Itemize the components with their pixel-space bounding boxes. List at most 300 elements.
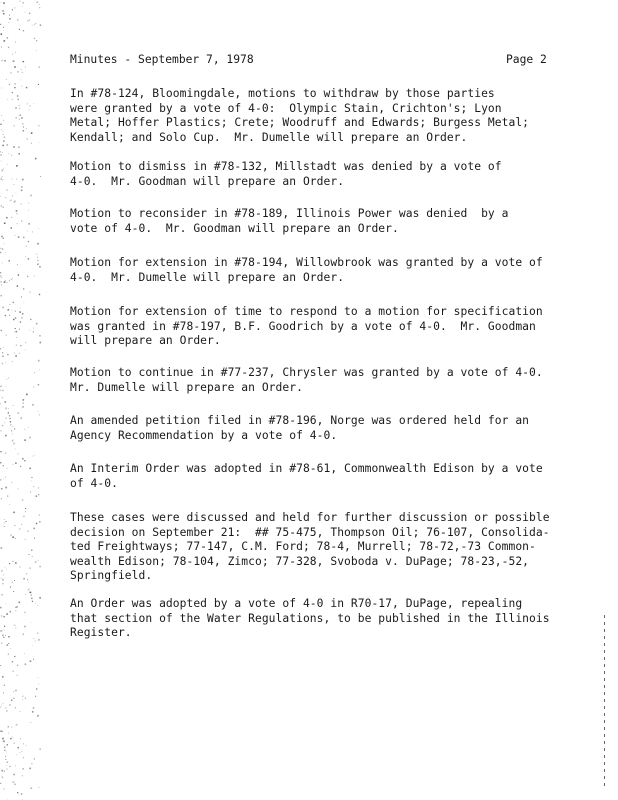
scan-speck xyxy=(9,84,10,85)
scan-speck xyxy=(39,335,41,337)
scan-speck xyxy=(34,486,35,487)
scan-speck xyxy=(13,464,14,465)
scan-speck xyxy=(1,594,2,595)
scan-speck xyxy=(4,60,6,62)
scan-speck xyxy=(9,18,11,20)
scan-speck xyxy=(34,758,35,759)
scan-speck xyxy=(29,223,30,224)
scan-speck xyxy=(8,260,10,262)
scan-speck xyxy=(15,107,17,109)
scan-speck xyxy=(11,279,12,280)
scan-speck xyxy=(32,645,33,646)
scan-speck xyxy=(23,61,24,62)
scan-speck xyxy=(2,10,3,11)
scan-speck xyxy=(4,771,5,772)
scan-speck xyxy=(26,256,27,257)
scan-speck xyxy=(17,20,18,21)
scan-speck xyxy=(36,523,37,524)
scan-speck xyxy=(14,66,16,68)
scan-margin-speckle xyxy=(0,0,44,800)
scan-speck xyxy=(8,733,9,734)
scan-speck xyxy=(39,294,40,295)
scan-speck xyxy=(25,511,26,512)
scan-speck xyxy=(2,635,4,637)
scan-speck xyxy=(14,87,15,88)
text-line: An amended petition filed in #78-196, Norge was ordered held for an xyxy=(70,414,530,427)
scan-speck xyxy=(37,605,38,606)
scan-speck xyxy=(0,179,2,181)
scan-speck xyxy=(2,176,3,177)
scan-speck xyxy=(22,775,23,776)
scan-speck xyxy=(22,86,23,87)
scan-speck xyxy=(1,281,2,282)
scan-speck xyxy=(3,737,4,738)
scan-speck xyxy=(6,569,7,570)
scan-speck xyxy=(0,272,1,273)
scan-speck xyxy=(29,20,30,21)
scan-speck xyxy=(1,547,3,549)
scan-speck xyxy=(15,462,17,464)
scan-speck xyxy=(4,526,5,527)
scan-speck xyxy=(0,151,1,152)
scan-speck xyxy=(28,427,29,428)
text-line: decision on September 21: ## 75-475, Thompson Oil; 76-107, Consolida- xyxy=(70,525,550,539)
scan-speck xyxy=(1,705,2,706)
scan-speck xyxy=(23,744,24,745)
scan-speck xyxy=(39,787,40,788)
scan-speck xyxy=(15,355,17,357)
scan-speck xyxy=(18,454,19,455)
scan-speck xyxy=(2,397,3,398)
scan-speck xyxy=(7,468,8,469)
scan-speck xyxy=(30,661,32,663)
scan-speck xyxy=(25,12,26,13)
scan-speck xyxy=(6,613,8,615)
scan-speck xyxy=(23,578,25,580)
scan-speck xyxy=(12,92,13,93)
scan-speck xyxy=(1,60,3,62)
scan-speck xyxy=(12,536,14,538)
scan-speck xyxy=(1,615,2,616)
scan-speck xyxy=(1,236,3,238)
scan-speck xyxy=(39,66,41,68)
scan-speck xyxy=(10,304,11,305)
scan-speck xyxy=(24,626,26,628)
scan-speck xyxy=(11,155,12,156)
scan-speck xyxy=(25,698,26,699)
scan-speck xyxy=(30,722,31,723)
scan-speck xyxy=(8,726,9,727)
scan-speck xyxy=(19,153,20,154)
scan-speck xyxy=(39,4,40,5)
scan-speck xyxy=(2,170,4,172)
scan-speck xyxy=(12,361,13,362)
scan-speck xyxy=(9,153,10,154)
scan-speck xyxy=(7,762,8,763)
scan-speck xyxy=(27,276,28,277)
scan-speck xyxy=(28,258,29,259)
scan-speck xyxy=(17,285,19,287)
scan-speck xyxy=(7,99,8,100)
scan-speck xyxy=(5,635,6,636)
text-line: vote of 4-0. Mr. Goodman will prepare an Order. xyxy=(70,221,399,235)
scan-speck xyxy=(6,79,7,80)
scan-speck xyxy=(0,348,1,349)
scan-speck xyxy=(16,628,17,629)
scan-speck xyxy=(35,561,37,563)
scan-speck xyxy=(28,210,29,211)
scan-speck xyxy=(0,707,1,708)
scan-speck xyxy=(39,142,40,143)
scan-speck xyxy=(17,665,19,667)
scan-speck xyxy=(13,512,15,513)
scan-speck xyxy=(30,568,31,569)
scan-speck xyxy=(0,631,1,632)
scan-speck xyxy=(13,443,15,445)
scan-speck xyxy=(15,607,16,608)
scan-speck xyxy=(22,406,24,408)
scan-speck xyxy=(10,648,11,649)
paragraph-9 xyxy=(70,511,580,584)
scan-speck xyxy=(3,207,4,208)
scan-speck xyxy=(29,330,30,331)
scan-speck xyxy=(27,20,28,21)
scan-speck xyxy=(2,425,4,427)
scan-speck xyxy=(0,479,1,480)
scan-speck xyxy=(31,477,32,478)
scan-speck xyxy=(1,115,2,116)
scan-speck xyxy=(20,466,21,467)
scan-speck xyxy=(10,534,12,536)
scan-speck xyxy=(7,144,9,146)
scan-speck xyxy=(4,281,6,283)
scan-speck xyxy=(11,227,13,229)
scan-speck xyxy=(2,676,4,678)
scan-speck xyxy=(3,2,5,4)
scan-speck xyxy=(29,13,30,14)
scan-speck xyxy=(13,146,15,148)
scan-speck xyxy=(40,24,42,26)
scan-speck xyxy=(19,329,20,330)
scan-speck xyxy=(4,630,5,631)
scan-speck xyxy=(3,575,4,576)
scan-speck xyxy=(13,591,14,592)
scan-speck xyxy=(1,295,2,296)
scan-speck xyxy=(31,595,32,596)
scan-speck xyxy=(25,508,26,509)
scan-speck xyxy=(24,439,26,441)
text-line: wealth Edison; 78-104, Zimco; 77-328, Svoboda v. DuPage; 78-23,-52, xyxy=(70,554,530,568)
scan-speck xyxy=(9,22,10,23)
scan-speck xyxy=(21,418,22,419)
scan-speck xyxy=(32,25,33,26)
scan-speck xyxy=(7,37,8,38)
scan-speck xyxy=(39,521,40,522)
scan-speck xyxy=(8,654,9,655)
scan-speck xyxy=(5,487,7,489)
paragraph-4 xyxy=(70,256,580,285)
scan-speck xyxy=(12,727,13,728)
scan-speck xyxy=(12,310,13,311)
paragraph-7 xyxy=(70,414,580,443)
scan-speck xyxy=(16,179,17,180)
scan-speck xyxy=(3,479,4,480)
scan-speck xyxy=(27,579,28,580)
scan-speck xyxy=(14,656,15,657)
scan-speck xyxy=(38,639,40,641)
scan-speck xyxy=(36,50,37,51)
text-line: Agency Recommendation by a vote of 4-0. xyxy=(70,428,338,442)
scan-speck xyxy=(30,195,32,197)
scan-speck xyxy=(6,765,7,766)
scan-speck xyxy=(2,390,3,391)
scan-speck xyxy=(5,280,6,281)
scan-speck xyxy=(14,353,15,354)
scan-speck xyxy=(15,562,17,564)
scan-speck xyxy=(22,699,23,700)
scan-speck xyxy=(15,235,16,236)
text-line: Motion to dismiss in #78-132, Millstadt was denied by a vote of xyxy=(70,160,502,173)
page-number: Page 2 xyxy=(506,53,547,66)
scan-speck xyxy=(5,408,7,410)
scan-speck xyxy=(27,231,28,232)
scan-speck xyxy=(22,768,24,770)
scan-speck xyxy=(5,197,6,198)
scan-speck xyxy=(17,792,18,793)
scan-speck xyxy=(38,84,39,85)
scan-speck xyxy=(12,561,13,562)
scan-speck xyxy=(16,724,18,726)
scan-speck xyxy=(31,143,32,144)
scan-speck xyxy=(21,317,23,319)
scan-speck xyxy=(3,238,4,239)
scan-speck xyxy=(0,783,1,784)
scan-speck xyxy=(21,186,23,188)
scan-speck xyxy=(26,394,28,396)
scan-speck xyxy=(25,349,26,350)
scan-speck xyxy=(15,311,16,312)
paragraph-6 xyxy=(70,366,580,395)
scan-speck xyxy=(21,117,23,119)
scan-speck xyxy=(15,610,16,611)
scan-speck xyxy=(12,99,13,100)
scan-speck xyxy=(39,597,41,599)
scan-speck xyxy=(21,204,22,205)
scan-speck xyxy=(14,125,15,126)
scan-speck xyxy=(29,592,30,593)
scan-speck xyxy=(20,711,21,712)
scan-speck xyxy=(1,47,2,48)
scan-speck xyxy=(8,408,9,409)
scan-speck xyxy=(18,147,20,149)
text-line: Motion for extension in #78-194, Willowbrook was granted by a vote of xyxy=(70,256,543,269)
scan-speck xyxy=(31,598,32,599)
scan-speck xyxy=(38,125,39,126)
scan-speck xyxy=(23,634,25,636)
scan-speck xyxy=(29,468,31,470)
scan-speck xyxy=(37,715,38,716)
scan-speck xyxy=(32,404,34,406)
scan-speck xyxy=(2,352,3,353)
scan-speck xyxy=(2,738,3,739)
scan-speck xyxy=(9,704,10,705)
scan-speck xyxy=(12,195,13,196)
paragraph-3 xyxy=(70,207,580,236)
scan-speck xyxy=(31,132,33,134)
scan-speck xyxy=(32,556,33,557)
scan-speck xyxy=(13,319,15,321)
scan-speck xyxy=(20,321,21,322)
scan-speck xyxy=(1,205,2,206)
scan-speck xyxy=(4,422,5,423)
scan-speck xyxy=(35,158,37,160)
scan-speck xyxy=(15,52,16,53)
scan-speck xyxy=(9,504,10,505)
scan-speck xyxy=(1,498,2,499)
scan-speck xyxy=(9,15,10,16)
scan-speck xyxy=(12,582,13,583)
scan-speck xyxy=(1,488,3,490)
scan-speck xyxy=(19,105,20,106)
scan-speck xyxy=(10,611,12,613)
scan-speck xyxy=(5,477,6,478)
scan-speck xyxy=(31,763,32,764)
scan-speck xyxy=(21,69,22,70)
scan-speck xyxy=(18,747,19,748)
scan-speck xyxy=(10,424,11,425)
scan-speck xyxy=(36,40,37,41)
scan-speck xyxy=(29,589,30,590)
scan-speck xyxy=(36,323,38,325)
scan-speck xyxy=(36,688,37,689)
scan-speck xyxy=(7,282,8,283)
scan-speck xyxy=(21,114,22,115)
scan-speck xyxy=(8,643,9,644)
scan-speck xyxy=(15,317,16,318)
scan-speck xyxy=(32,232,33,233)
text-line: Metal; Hoffer Plastics; Crete; Woodruff and Edwards; Burgess Metal; xyxy=(70,116,530,130)
scan-speck xyxy=(6,386,7,387)
scan-speck xyxy=(2,770,4,772)
scan-speck xyxy=(16,213,17,214)
scan-speck xyxy=(21,524,22,525)
scan-speck xyxy=(3,741,5,743)
scan-speck xyxy=(15,538,16,539)
scan-speck xyxy=(2,249,3,250)
scan-speck xyxy=(38,494,39,495)
scan-speck xyxy=(3,637,4,638)
scan-speck xyxy=(21,80,22,81)
scan-speck xyxy=(35,696,36,697)
scan-speck xyxy=(33,456,34,457)
text-line: was granted in #78-197, B.F. Goodrich by a vote of 4-0. Mr. Goodman xyxy=(70,319,536,333)
paragraph-10 xyxy=(70,597,580,641)
scan-speck xyxy=(37,264,38,265)
scan-speck xyxy=(21,190,23,192)
scan-speck xyxy=(23,757,24,758)
scan-speck xyxy=(40,176,41,177)
scan-speck xyxy=(2,583,4,585)
scan-speck xyxy=(0,196,1,197)
scan-speck xyxy=(36,495,38,497)
scan-speck xyxy=(38,260,39,261)
scan-speck xyxy=(38,487,39,488)
scan-speck xyxy=(4,685,5,686)
scan-speck xyxy=(30,491,31,492)
scan-speck xyxy=(15,707,16,708)
scan-speck xyxy=(36,2,37,3)
scan-speck xyxy=(18,412,19,413)
scan-speck xyxy=(9,418,10,419)
scan-speck xyxy=(6,217,8,219)
scan-speck xyxy=(2,355,4,357)
scan-speck xyxy=(17,71,18,72)
scan-speck xyxy=(20,1,21,2)
scan-speck xyxy=(26,745,27,746)
scan-speck xyxy=(14,580,15,581)
scan-speck xyxy=(23,130,25,132)
scan-speck xyxy=(38,560,39,561)
scan-speck xyxy=(23,403,24,404)
paragraph-2 xyxy=(70,160,580,189)
scan-speck xyxy=(3,13,5,15)
scan-speck xyxy=(34,24,35,25)
scan-speck xyxy=(4,137,5,139)
scan-speck xyxy=(20,753,21,754)
scan-speck xyxy=(23,237,25,239)
text-line: were granted by a vote of 4-0: Olympic Stain, Crichton's; Lyon xyxy=(70,101,502,115)
scan-speck xyxy=(38,684,39,685)
scan-speck xyxy=(3,616,4,617)
scan-speck xyxy=(31,788,32,789)
scan-speck xyxy=(1,177,2,178)
scan-speck xyxy=(14,625,15,626)
scan-speck xyxy=(7,644,9,646)
scan-speck xyxy=(0,390,1,391)
scan-speck xyxy=(21,793,23,795)
scan-speck xyxy=(0,462,1,463)
scan-speck xyxy=(38,677,39,678)
scan-speck xyxy=(8,636,10,638)
scan-speck xyxy=(2,363,3,364)
scan-speck xyxy=(2,579,3,580)
text-line: 4-0. Mr. Dumelle will prepare an Order. xyxy=(70,270,345,284)
scan-speck xyxy=(39,414,40,415)
scan-speck xyxy=(31,550,32,551)
scan-speck xyxy=(28,241,29,242)
scan-speck xyxy=(37,633,38,634)
text-line: that section of the Water Regulations, to be published in the Illinois xyxy=(70,611,550,625)
scan-speck xyxy=(12,440,13,441)
scan-speck xyxy=(26,246,27,247)
scan-speck xyxy=(5,315,6,316)
scan-speck xyxy=(4,519,5,520)
scan-speck xyxy=(1,570,2,571)
text-line: These cases were discussed and held for further discussion or possible xyxy=(70,511,550,524)
scan-speck xyxy=(9,280,10,281)
scan-speck xyxy=(19,353,20,354)
scan-speck xyxy=(6,604,7,605)
scan-speck xyxy=(0,386,2,388)
paragraph-8 xyxy=(70,462,580,491)
scan-speck xyxy=(8,377,9,378)
scan-speck xyxy=(15,328,16,329)
text-line: Motion for extension of time to respond to a motion for specification xyxy=(70,305,543,318)
scan-speck xyxy=(3,789,4,790)
scan-speck xyxy=(0,154,2,156)
scan-speck xyxy=(30,106,31,107)
scan-speck xyxy=(23,2,24,3)
